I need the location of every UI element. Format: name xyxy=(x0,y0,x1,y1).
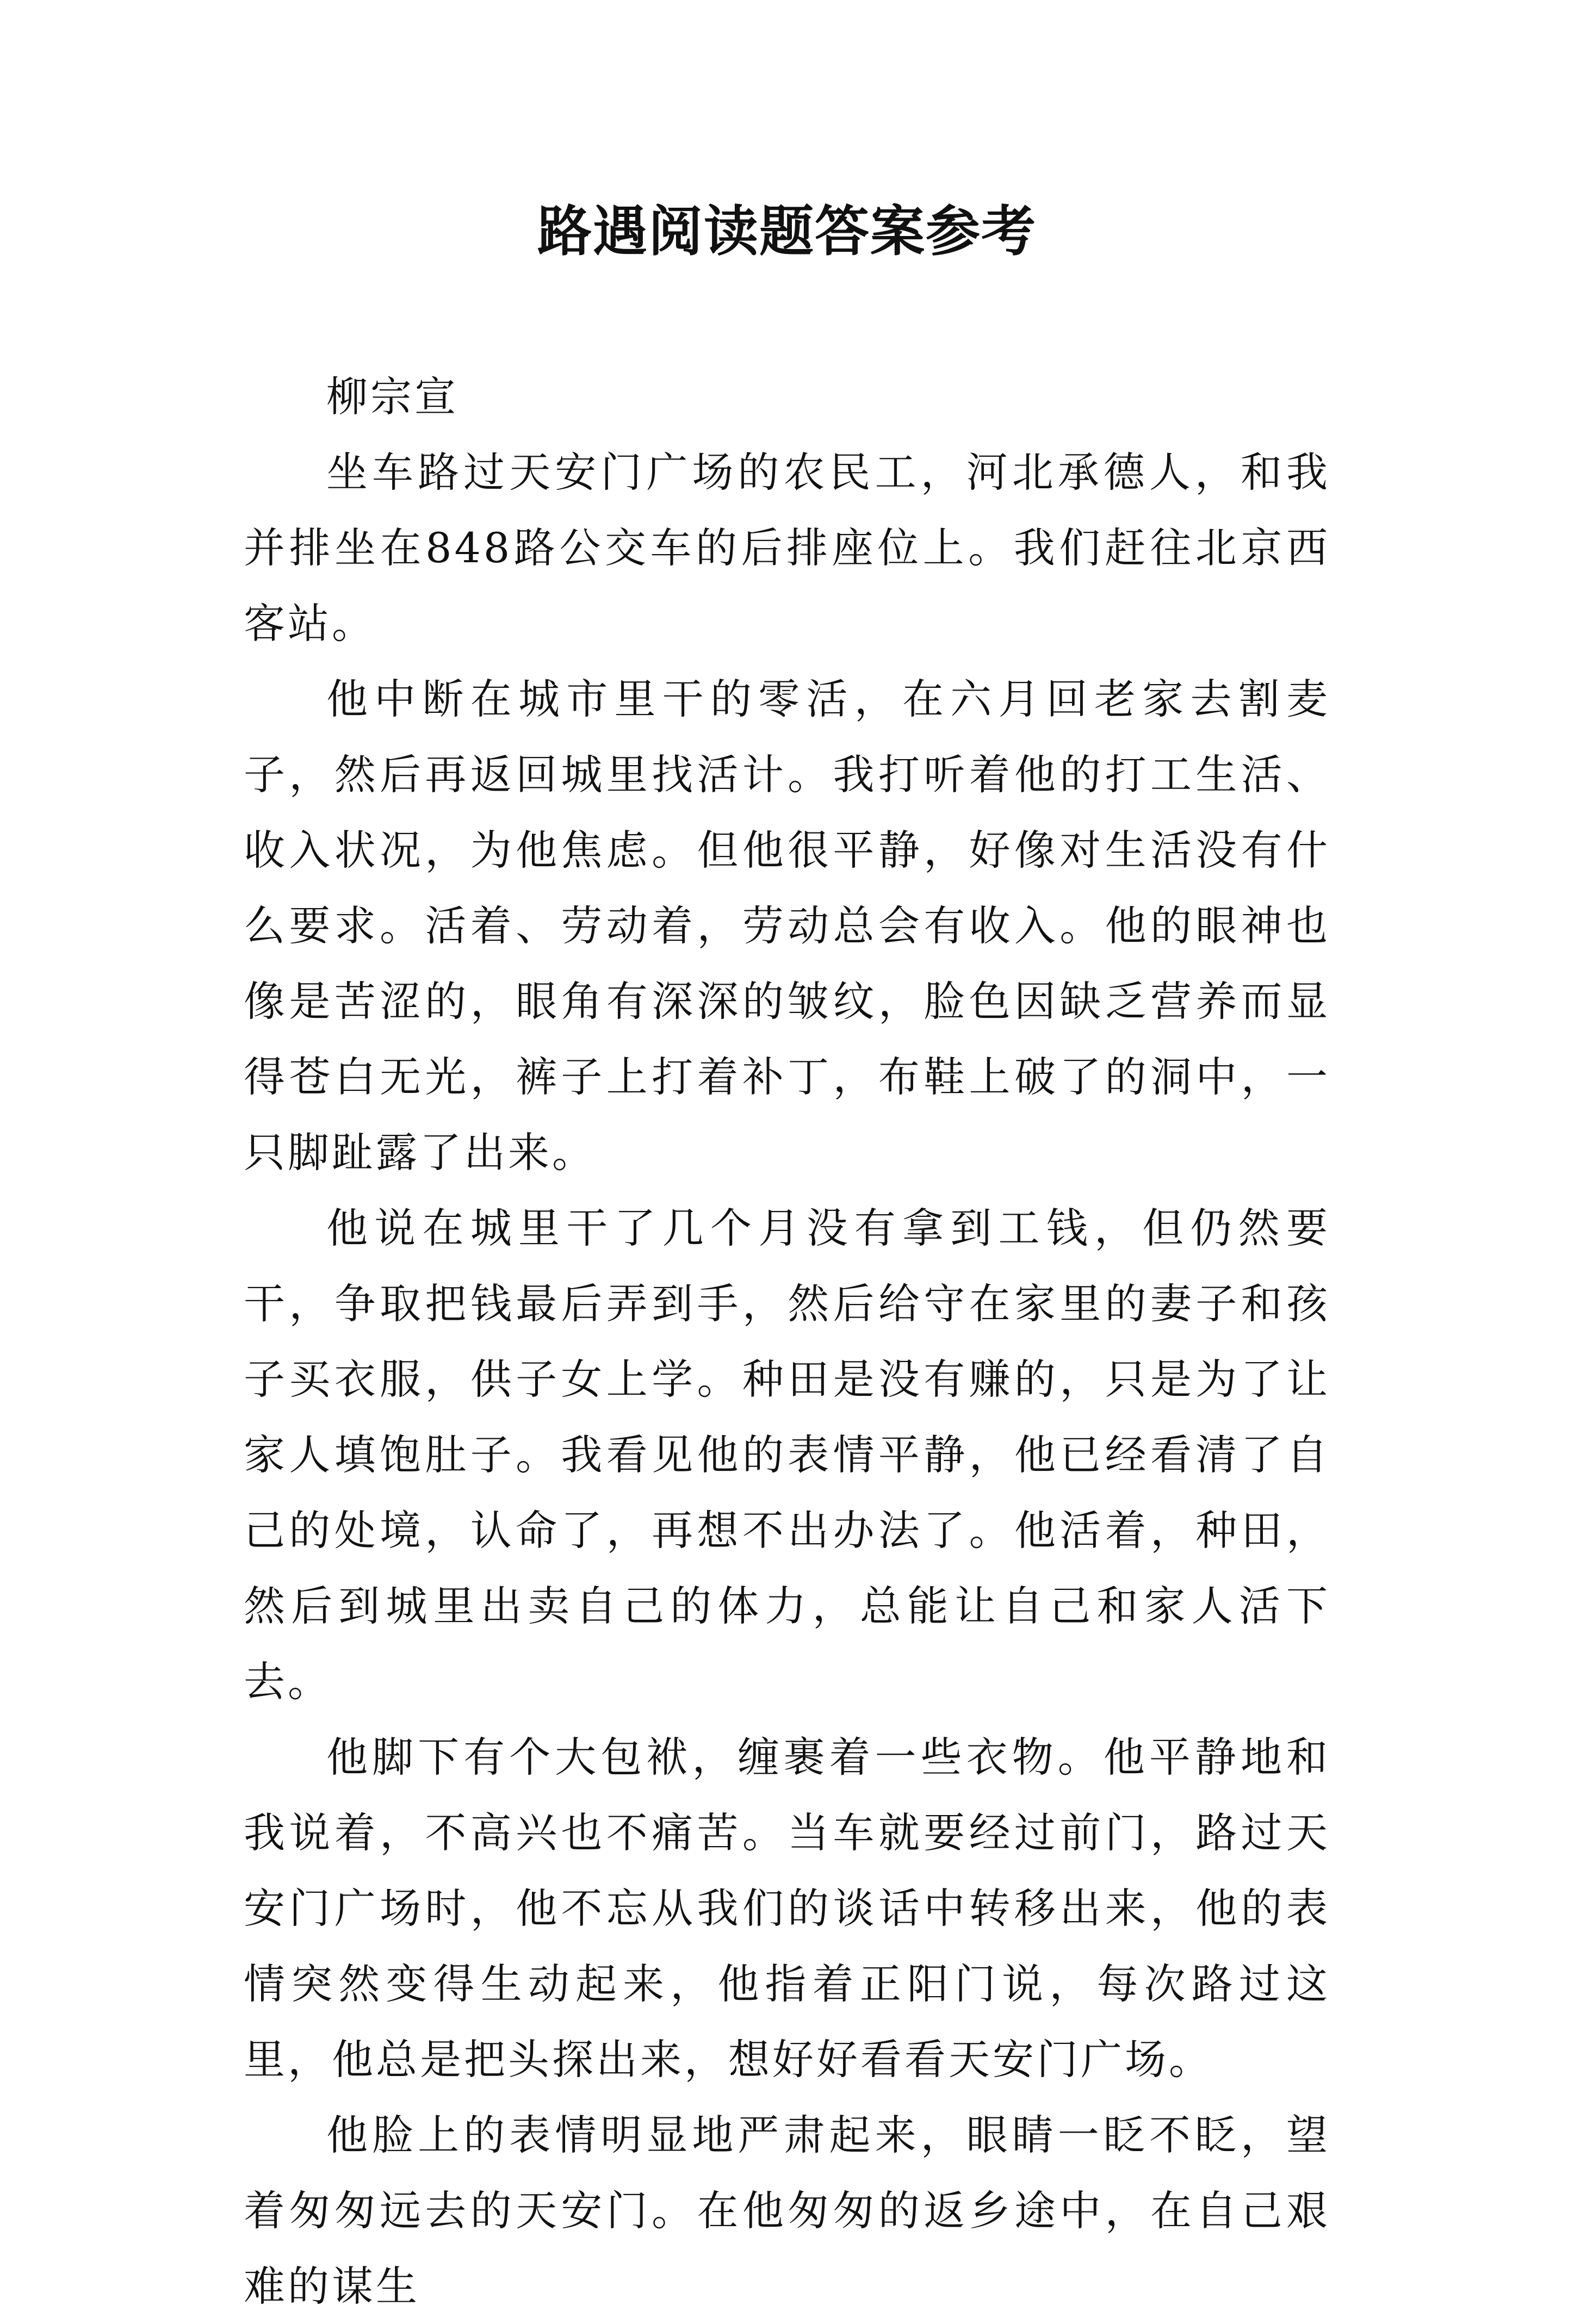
paragraph: 他脸上的表情明显地严肃起来，眼睛一眨不眨，望着匆匆远去的天安门。在他匆匆的返乡途中，在自己艰难的谋生 xyxy=(244,2111,1330,2310)
paragraph: 他脚下有个大包袱，缠裹着一些衣物。他平静地和我说着，不高兴也不痛苦。当车就要经过前门，路过天安门广场时，他不忘从我们的谈话中转移出来，他的表情突然变得生动起来，他指着正阳门说，每次路过这里，他总是把头探出来，想好好看看天安门广场。 xyxy=(244,1733,1330,2084)
paragraph: 他说在城里干了几个月没有拿到工钱，但仍然要干，争取把钱最后弄到手，然后给守在家里的妻子和孩子买衣服，供子女上学。种田是没有赚的，只是为了让家人填饱肚子。我看见他的表情平静，他已经看清了自己的处境，认命了，再想不出办法了。他活着，种田，然后到城里出卖自己的体力，总能让自己和家人活下去。 xyxy=(244,1204,1330,1706)
paragraph: 坐车路过天安门广场的农民工，河北承德人，和我并排坐在848路公交车的后排座位上。我们赶往北京西客站。 xyxy=(244,448,1330,648)
document-title: 路遇阅读题答案参考 xyxy=(537,199,1037,263)
author-line: 柳宗宣 xyxy=(326,372,458,421)
paragraph: 他中断在城市里干的零活，在六月回老家去割麦子，然后再返回城里找活计。我打听着他的打工生活、收入状况，为他焦虑。但他很平静，好像对生活没有什么要求。活着、劳动着，劳动总会有收入。他的眼神也像是苦涩的，眼角有深深的皱纹，脸色因缺乏营养而显得苍白无光，裤子上打着补丁，布鞋上破了的洞中，一只脚趾露了出来。 xyxy=(244,675,1330,1177)
article-body xyxy=(244,359,1330,2324)
